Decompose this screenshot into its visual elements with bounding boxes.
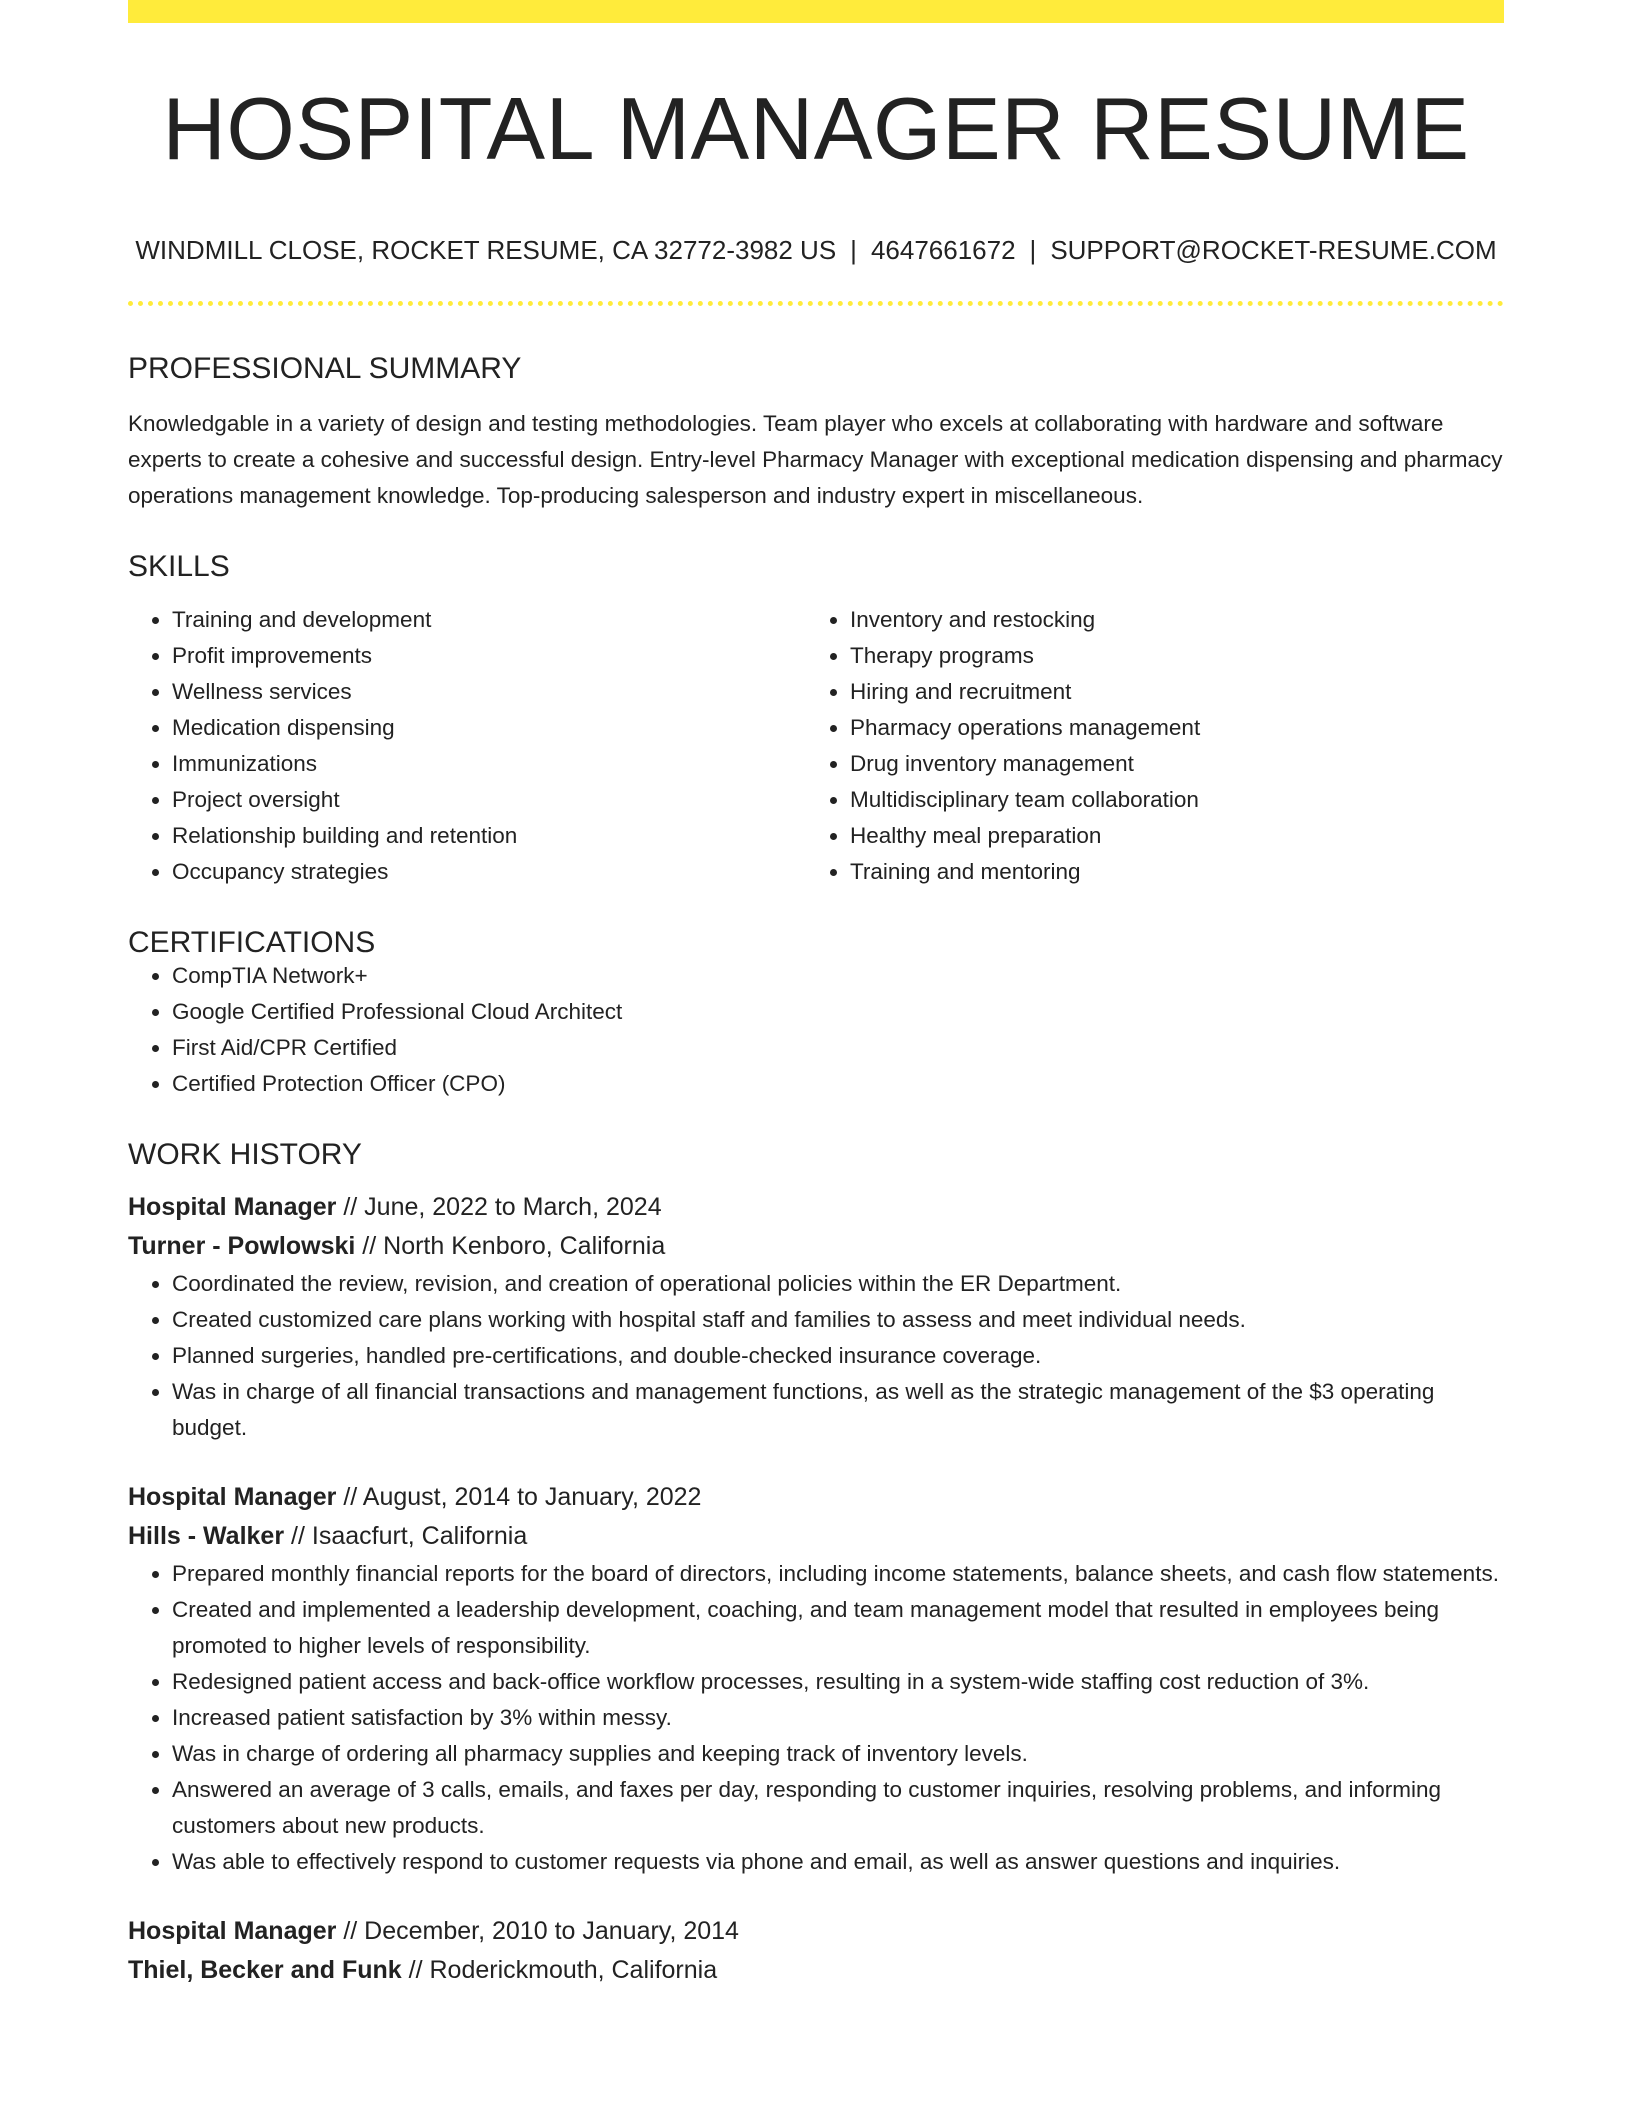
skill-item: • Drug inventory management	[850, 746, 1484, 782]
job-dates: August, 2014 to January, 2022	[362, 1483, 702, 1511]
dotted-divider	[128, 301, 1504, 306]
job-bullet: • Created customized care plans working with hospital staff and families to assess and meet individual needs.	[172, 1302, 1504, 1338]
skill-item: • Profit improvements	[172, 638, 806, 674]
job-company-line	[128, 1951, 1504, 1990]
resume-title: HOSPITAL MANAGER RESUME	[162, 79, 1470, 178]
job-divider: //	[336, 1917, 365, 1945]
skill-item: • Training and development	[172, 602, 806, 638]
job-company-line	[128, 1517, 1504, 1556]
job-title-line	[128, 1912, 1504, 1951]
certifications-list	[128, 958, 1504, 1102]
job-bullet: • Answered an average of 3 calls, emails, and faxes per day, responding to customer inquiries, resolving problems, and informing customers about new products.	[172, 1772, 1504, 1844]
job-bullet: • Redesigned patient access and back-office workflow processes, resulting in a system-wide staffing cost reduction of 3%.	[172, 1664, 1504, 1700]
summary-heading: PROFESSIONAL SUMMARY	[128, 352, 522, 385]
certifications-heading: CERTIFICATIONS	[128, 926, 376, 959]
job-divider: //	[401, 1956, 430, 1984]
skill-item: • Pharmacy operations management	[850, 710, 1484, 746]
skill-item: • Hiring and recruitment	[850, 674, 1484, 710]
job-divider: //	[336, 1483, 363, 1511]
job-location: Roderickmouth, California	[429, 1956, 718, 1984]
summary-text: Knowledgable in a variety of design and testing methodologies. Team player who excels at collaborating with hardware and software experts to create a cohesive and successful design. Entry-level Pharmacy Manager with exceptional medication dispensing and pharmacy operations management knowledge. Top-producing salesperson and industry expert in miscellaneous.	[128, 411, 1503, 508]
job-bullet: • Coordinated the review, revision, and creation of operational policies within the ER Department.	[172, 1266, 1504, 1302]
job-title: Hospital Manager	[128, 1483, 337, 1511]
job-company: Thiel, Becker and Funk	[128, 1956, 402, 1984]
job-bullet: • Was in charge of all financial transactions and management functions, as well as the strategic management of the $3 operating budget.	[172, 1374, 1504, 1446]
work-history-heading: WORK HISTORY	[128, 1138, 362, 1171]
skill-item: • Medication dispensing	[172, 710, 806, 746]
skill-item: • Immunizations	[172, 746, 806, 782]
job-entry	[128, 1478, 1504, 1880]
contact-phone: 4647661672	[870, 235, 1016, 265]
job-bullet: • Was in charge of ordering all pharmacy supplies and keeping track of inventory levels.	[172, 1736, 1504, 1772]
job-company-line	[128, 1227, 1504, 1266]
skills-grid	[128, 602, 1504, 890]
certification-item: • First Aid/CPR Certified	[172, 1030, 1504, 1066]
skill-item: • Inventory and restocking	[850, 602, 1484, 638]
contact-line	[128, 237, 1504, 263]
job-title: Hospital Manager	[128, 1917, 337, 1945]
skill-item: • Training and mentoring	[850, 854, 1484, 890]
skills-list-left	[128, 602, 806, 890]
job-location: North Kenboro, California	[383, 1232, 666, 1260]
skills-column-right	[806, 602, 1484, 890]
job-bullet: • Was able to effectively respond to customer requests via phone and email, as well as answer questions and inquiries.	[172, 1844, 1504, 1880]
work-history-list	[128, 1188, 1504, 1990]
job-company: Turner - Powlowski	[128, 1232, 356, 1260]
certification-item: • Google Certified Professional Cloud Architect	[172, 994, 1504, 1030]
job-bullet: • Increased patient satisfaction by 3% within messy.	[172, 1700, 1504, 1736]
job-company: Hills - Walker	[128, 1522, 285, 1550]
job-divider: //	[284, 1522, 312, 1550]
skill-item: • Healthy meal preparation	[850, 818, 1484, 854]
job-title: Hospital Manager	[128, 1193, 337, 1221]
contact-address: WINDMILL CLOSE, ROCKET RESUME, CA 32772-3982 US	[135, 235, 837, 265]
skills-heading: SKILLS	[128, 550, 230, 583]
job-bullet: • Created and implemented a leadership development, coaching, and team management model that resulted in employees being promoted to higher levels of responsibility.	[172, 1592, 1504, 1664]
job-entry	[128, 1912, 1504, 1990]
certification-item: • CompTIA Network+	[172, 958, 1504, 994]
certification-item: • Certified Protection Officer (CPO)	[172, 1066, 1504, 1102]
resume-page	[128, 0, 1504, 1990]
job-entry	[128, 1188, 1504, 1446]
job-location: Isaacfurt, California	[311, 1522, 528, 1550]
job-dates: December, 2010 to January, 2014	[364, 1917, 739, 1945]
skill-item: • Project oversight	[172, 782, 806, 818]
skill-item: • Occupancy strategies	[172, 854, 806, 890]
top-accent-bar	[128, 0, 1504, 23]
contact-email: SUPPORT@ROCKET-RESUME.COM	[1050, 235, 1497, 265]
skill-item: • Wellness services	[172, 674, 806, 710]
job-bullet-list	[128, 1556, 1504, 1880]
job-divider: //	[355, 1232, 384, 1260]
job-bullet: • Planned surgeries, handled pre-certifications, and double-checked insurance coverage.	[172, 1338, 1504, 1374]
skill-item: • Therapy programs	[850, 638, 1484, 674]
job-dates: June, 2022 to March, 2024	[364, 1193, 662, 1221]
skill-item: • Multidisciplinary team collaboration	[850, 782, 1484, 818]
contact-separator: |	[850, 235, 857, 265]
job-bullet: • Prepared monthly financial reports for the board of directors, including income statements, balance sheets, and cash flow statements.	[172, 1556, 1504, 1592]
job-bullet-list	[128, 1266, 1504, 1446]
job-title-line	[128, 1478, 1504, 1517]
job-divider: //	[336, 1193, 365, 1221]
skill-item: • Relationship building and retention	[172, 818, 806, 854]
job-title-line	[128, 1188, 1504, 1227]
contact-separator: |	[1029, 235, 1037, 265]
skills-column-left	[128, 602, 806, 890]
skills-list-right	[806, 602, 1484, 890]
